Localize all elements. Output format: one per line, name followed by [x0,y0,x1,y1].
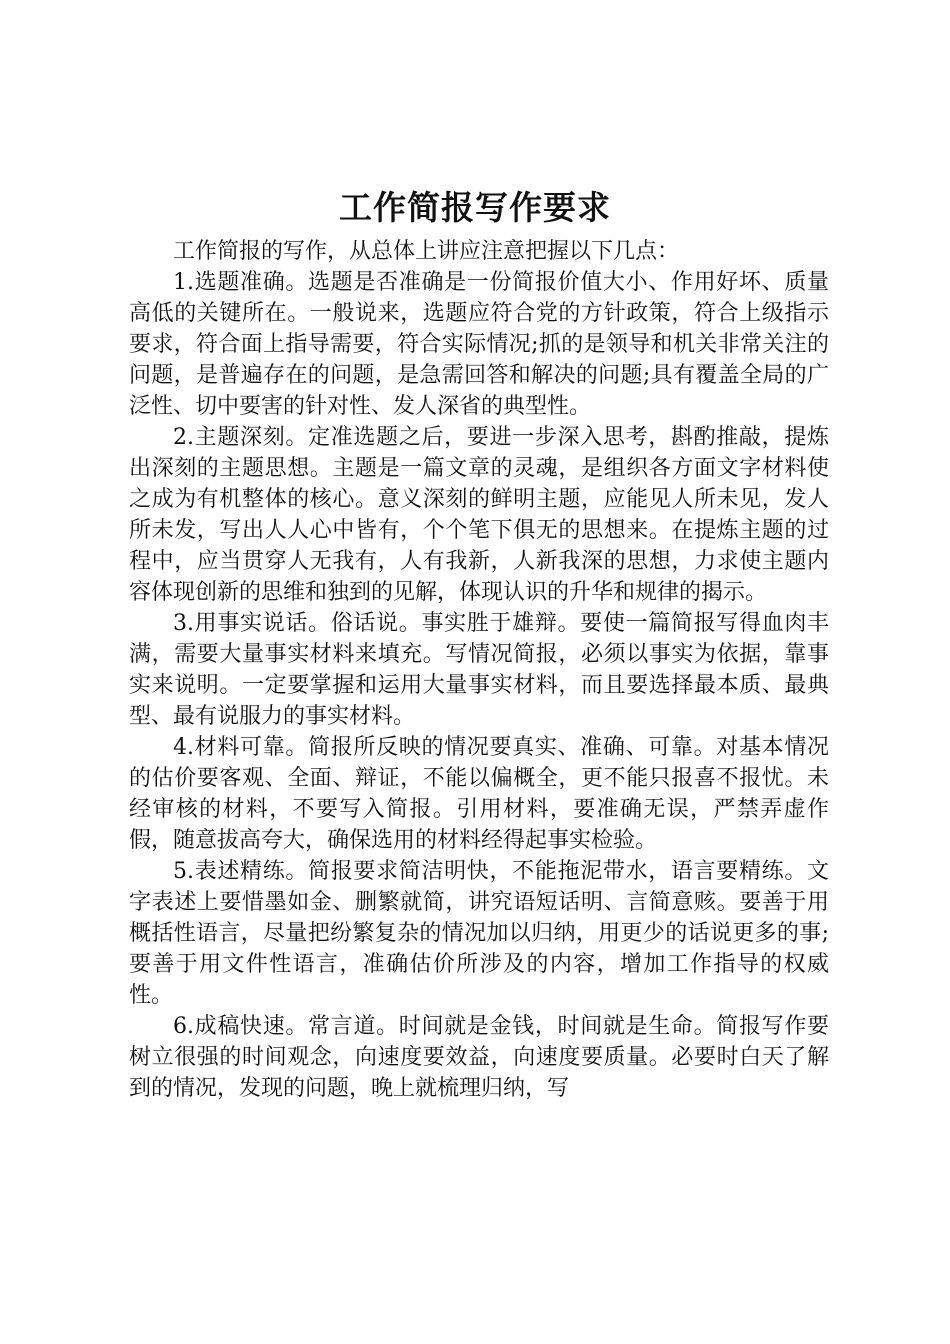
document-title: 工作简报写作要求 [339,188,611,227]
paragraph-fast-drafting: 6.成稿快速。常言道。时间就是金钱，时间就是生命。简报写作要树立很强的时间观念，向速度要效益，向速度要质量。必要时白天了解到的情况，发现的问题，晚上就梳理归纳，写 [129,1014,829,1101]
paragraph-concise-expression: 5.表述精练。简报要求简洁明快，不能拖泥带水，语言要精练。文字表述上要惜墨如金、删繁就简，讲究语短话明、言简意赅。要善于用概括性语言，尽量把纷繁复杂的情况加以归纳，用更少的话说更多的事;要善于用文件性语言，准确估价所涉及的内容，增加工作指导的权威性。 [129,859,829,1008]
document-body [129,236,829,1104]
paragraph-use-facts: 3.用事实说话。俗话说。事实胜于雄辩。要使一篇简报写得血肉丰满，需要大量事实材料来填充。写情况简报，必须以事实为依据，靠事实来说明。一定要掌握和运用大量事实材料，而且要选择最本质、最典型、最有说服力的事实材料。 [129,611,829,729]
paragraph-reliable-material: 4.材料可靠。简报所反映的情况要真实、准确、可靠。对基本情况的估价要客观、全面、辩证，不能以偏概全，更不能只报喜不报忧。未经审核的材料，不要写入简报。引用材料，要准确无误，严禁弄虚作假，随意拔高夸大，确保选用的材料经得起事实检验。 [129,735,829,853]
intro-paragraph: 工作简报的写作，从总体上讲应注意把握以下几点： [173,239,680,264]
paragraph-topic-selection: 1.选题准确。选题是否准确是一份简报价值大小、作用好坏、质量高低的关键所在。一般说来，选题应符合党的方针政策，符合上级指示要求，符合面上指导需要，符合实际情况;抓的是领导和机关非常关注的问题，是普遍存在的问题，是急需回答和解决的问题;具有覆盖全局的广泛性、切中要害的针对性、发人深省的典型性。 [129,270,829,419]
paragraph-theme-depth: 2.主题深刻。定准选题之后，要进一步深入思考，斟酌推敲，提炼出深刻的主题思想。主题是一篇文章的灵魂，是组织各方面文字材料使之成为有机整体的核心。意义深刻的鲜明主题，应能见人所未见，发人所未发，写出人人心中皆有，个个笔下俱无的思想来。在提炼主题的过程中，应当贯穿人无我有，人有我新，人新我深的思想，力求使主题内容体现创新的思维和独到的见解，体现认识的升华和规律的揭示。 [129,425,829,605]
